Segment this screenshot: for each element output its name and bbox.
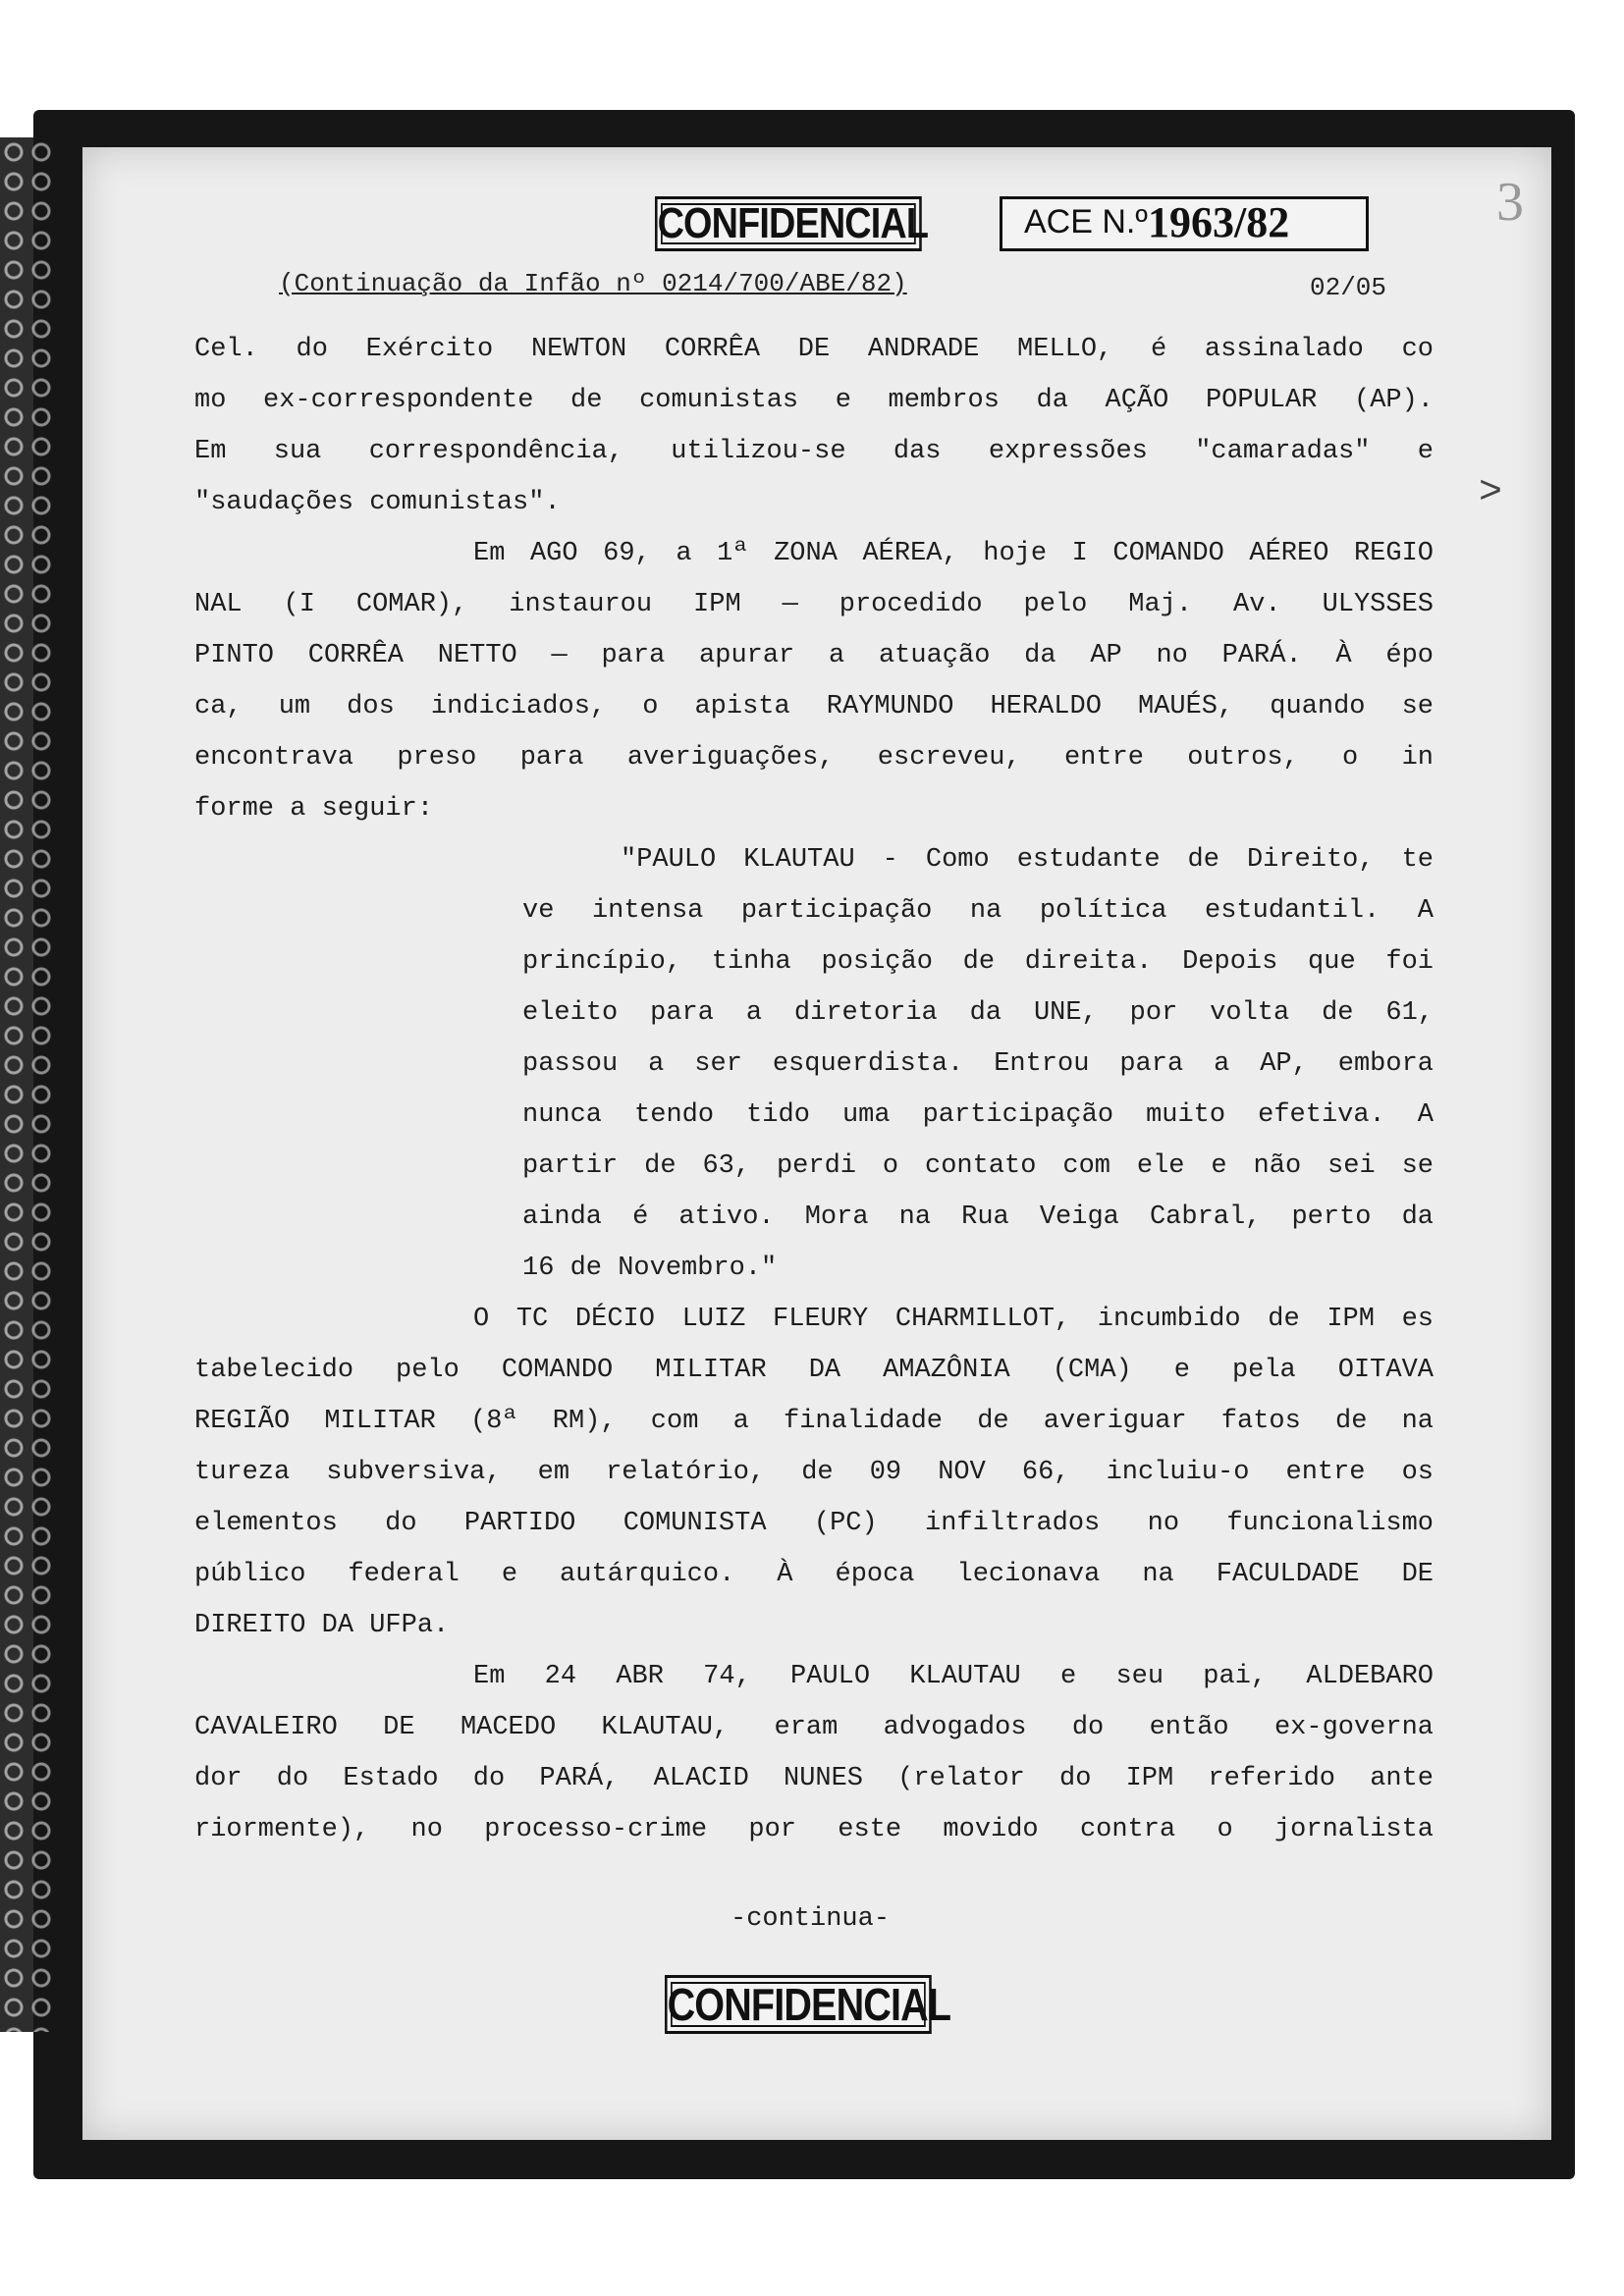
- p3-line-5: elementos do PARTIDO COMUNISTA (PC) infiltrados no funcionalismo: [194, 1509, 1434, 1538]
- margin-mark: >: [1478, 471, 1502, 515]
- p2-line-3: PINTO CORRÊA NETTO — para apurar a atuação da AP no PARÁ. À épo: [194, 641, 1434, 670]
- ace-number: 1963/82: [1148, 198, 1290, 246]
- confidencial-stamp-top: CONFIDENCIAL: [655, 196, 922, 251]
- quote-line-3: princípio, tinha posição de direita. Depois que foi: [522, 947, 1434, 977]
- document-reference: (Continuação da Infão nº 0214/700/ABE/82): [279, 269, 907, 298]
- page-number: 02/05: [1310, 273, 1387, 302]
- p3-line-3: REGIÃO MILITAR (8ª RM), com a finalidade de averiguar fatos de na: [194, 1407, 1434, 1436]
- p1-line-1: Cel. do Exército NEWTON CORRÊA DE ANDRADE MELLO, é assinalado co: [194, 335, 1434, 364]
- quote-line-6: nunca tendo tido uma participação muito efetiva. A: [522, 1100, 1434, 1130]
- p1-line-3: Em sua correspondência, utilizou-se das expressões "camaradas" e: [194, 437, 1434, 466]
- p2-line-6: forme a seguir:: [194, 794, 434, 824]
- p4-line-4: riormente), no processo-crime por este movido contra o jornalista: [194, 1815, 1434, 1844]
- p4-line-2: CAVALEIRO DE MACEDO KLAUTAU, eram advogados do então ex-governa: [194, 1713, 1434, 1742]
- p2-line-1: Em AGO 69, a 1ª ZONA AÉREA, hoje I COMANDO AÉREO REGIO: [473, 539, 1434, 568]
- page-corner-mark: 3: [1496, 172, 1524, 233]
- p3-line-6: público federal e autárquico. À época lecionava na FACULDADE DE: [194, 1560, 1434, 1589]
- quote-line-5: passou a ser esquerdista. Entrou para a AP, embora: [522, 1049, 1434, 1079]
- p2-line-2: NAL (I COMAR), instaurou IPM — procedido pelo Maj. Av. ULYSSES: [194, 590, 1434, 619]
- quote-line-7: partir de 63, perdi o contato com ele e não sei se: [522, 1151, 1434, 1181]
- ace-label: ACE N.º: [1024, 203, 1148, 240]
- p4-line-3: dor do Estado do PARÁ, ALACID NUNES (relator do IPM referido ante: [194, 1764, 1434, 1793]
- p1-line-4: "saudações comunistas".: [194, 488, 561, 517]
- p4-line-1: Em 24 ABR 74, PAULO KLAUTAU e seu pai, ALDEBARO: [473, 1662, 1434, 1691]
- p3-line-7: DIREITO DA UFPa.: [194, 1611, 450, 1640]
- p3-line-4: tureza subversiva, em relatório, de 09 NOV 66, incluiu-o entre os: [194, 1458, 1434, 1487]
- perforated-edge: [0, 137, 55, 2032]
- quote-line-9: 16 de Novembro.": [522, 1254, 778, 1283]
- quote-line-4: eleito para a diretoria da UNE, por volta de 61,: [522, 998, 1434, 1028]
- confidencial-stamp-bottom: CONFIDENCIAL: [665, 1975, 932, 2034]
- quote-line-1: "PAULO KLAUTAU - Como estudante de Direito, te: [621, 845, 1434, 875]
- quote-line-8: ainda é ativo. Mora na Rua Veiga Cabral, perto da: [522, 1202, 1434, 1232]
- p2-line-5: encontrava preso para averiguações, escreveu, entre outros, o in: [194, 743, 1434, 773]
- p1-line-2: mo ex-correspondente de comunistas e membros da AÇÃO POPULAR (AP).: [194, 386, 1434, 415]
- quote-line-2: ve intensa participação na política estudantil. A: [522, 896, 1434, 926]
- continua-footer: -continua-: [731, 1904, 891, 1934]
- p3-line-1: O TC DÉCIO LUIZ FLEURY CHARMILLOT, incumbido de IPM es: [473, 1305, 1434, 1334]
- p3-line-2: tabelecido pelo COMANDO MILITAR DA AMAZÔNIA (CMA) e pela OITAVA: [194, 1356, 1434, 1385]
- p2-line-4: ca, um dos indiciados, o apista RAYMUNDO HERALDO MAUÉS, quando se: [194, 692, 1434, 721]
- ace-number-stamp: [1000, 196, 1369, 251]
- document-page: [82, 147, 1551, 2140]
